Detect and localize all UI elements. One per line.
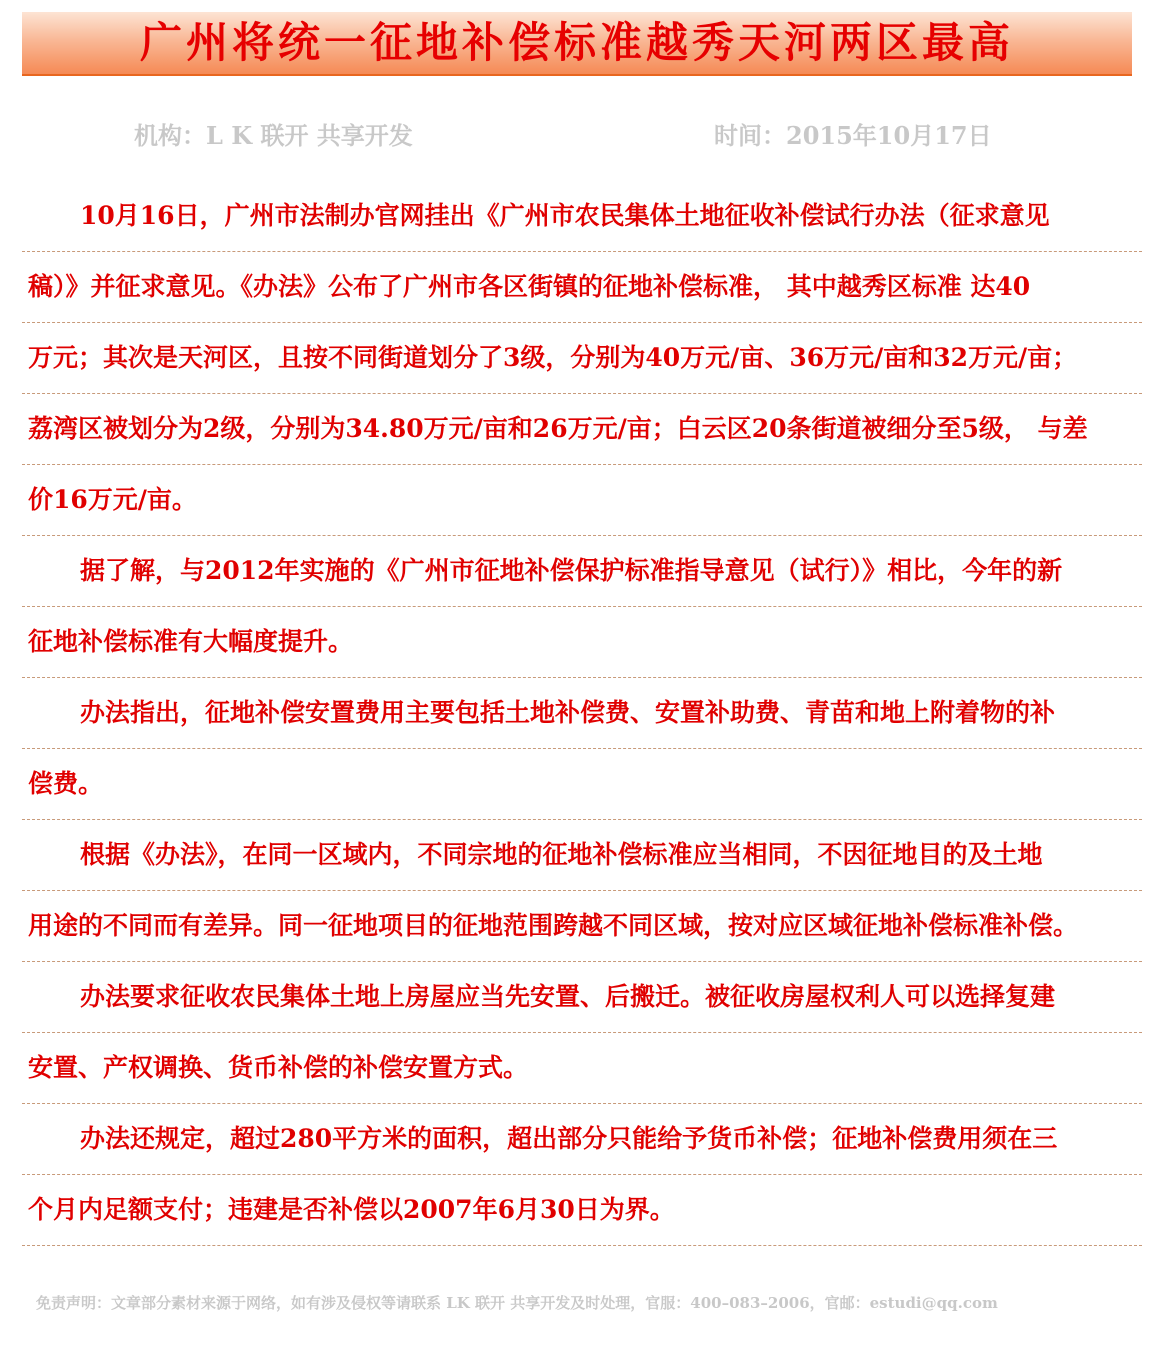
article-line	[22, 961, 1142, 1033]
article-line	[22, 748, 1142, 820]
article-line	[22, 393, 1142, 465]
article-line-text: 价16万元/亩。	[28, 485, 197, 514]
article-line-text: 根据《办法》，在同一区域内，不同宗地的征地补偿标准应当相同，不因征地目的及土地	[80, 840, 1043, 869]
article-line-text: 办法指出，征地补偿安置费用主要包括土地补偿费、安置补助费、青苗和地上附着物的补	[80, 698, 1056, 727]
article-line-text: 个月内足额支付；违建是否补偿以2007年6月30日为界。	[28, 1195, 675, 1224]
article-line	[22, 1032, 1142, 1104]
article-line-text: 据了解，与2012年实施的《广州市征地补偿保护标准指导意见（试行）》相比，今年的新	[80, 556, 1063, 585]
article-line	[22, 535, 1142, 607]
title-banner	[22, 12, 1132, 76]
article-line	[22, 606, 1142, 678]
article-line-text: 偿费。	[28, 769, 104, 798]
article-line	[22, 180, 1142, 252]
article-line-text: 万元；其次是天河区，且按不同街道划分了3级，分别为40万元/亩、36万元/亩和32万元/亩；	[28, 343, 1078, 372]
disclaimer-text: 免责声明：文章部分素材来源于网络，如有涉及侵权等请联系 LK 联开 共享开发及时处理，官服：400–083–2006，官邮：estudi@qq.com	[36, 1294, 998, 1312]
article-line-text: 征地补偿标准有大幅度提升。	[28, 627, 354, 656]
article-line	[22, 890, 1142, 962]
article-line	[22, 1103, 1142, 1175]
article-line-text: 稿）》并征求意见。《办法》公布了广州市各区街镇的征地补偿标准， 其中越秀区标准 达40	[28, 272, 1031, 301]
article-line	[22, 1174, 1142, 1246]
article-line-text: 荔湾区被划分为2级，分别为34.80万元/亩和26万元/亩；白云区20条街道被细分至5级， 与差	[28, 414, 1088, 443]
article-line-text: 办法还规定，超过280平方米的面积，超出部分只能给予货币补偿；征地补偿费用须在三	[80, 1124, 1058, 1153]
page-title: 广州将统一征地补偿标准越秀天河两区最高	[139, 18, 1014, 67]
article-line	[22, 819, 1142, 891]
article-line	[22, 251, 1142, 323]
article-line-text: 10月16日，广州市法制办官网挂出《广州市农民集体土地征收补偿试行办法（征求意见	[80, 201, 1050, 230]
article-line	[22, 322, 1142, 394]
date-label: 时间：2015年10月17日	[714, 121, 992, 150]
article-line-text: 安置、产权调换、货币补偿的补偿安置方式。	[28, 1053, 529, 1082]
article-line	[22, 677, 1142, 749]
org-label: 机构：L K 联开 共享开发	[134, 121, 413, 150]
article-line-text: 用途的不同而有差异。同一征地项目的征地范围跨越不同区域，按对应区域征地补偿标准补偿。	[28, 911, 1079, 940]
article-line	[22, 464, 1142, 536]
article-line-text: 办法要求征收农民集体土地上房屋应当先安置、后搬迁。被征收房屋权利人可以选择复建	[80, 982, 1056, 1011]
